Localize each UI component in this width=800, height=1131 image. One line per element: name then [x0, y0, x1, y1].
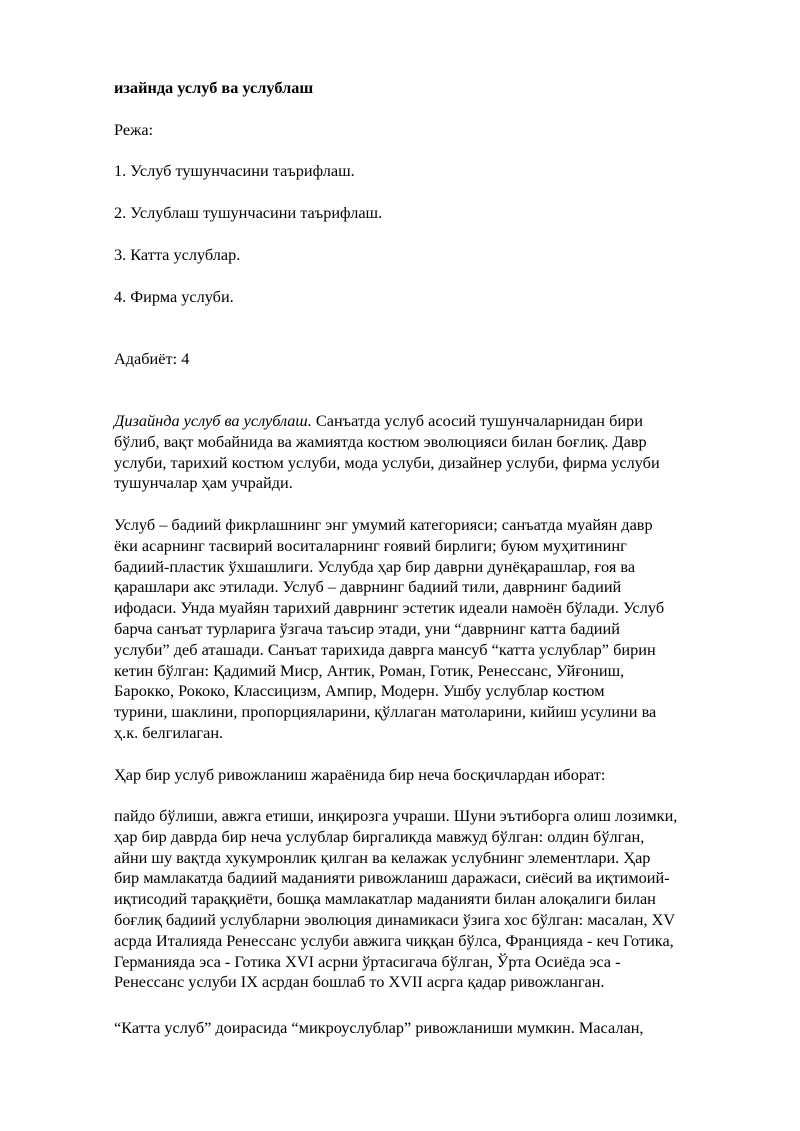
paragraph-line: ҳ.к. белгилаган. — [114, 722, 224, 742]
paragraph-line: услуби, тарихий костюм услуби, мода услуби, дизайнер услуби, фирма услуби — [114, 452, 660, 472]
paragraph-line: Ренессанс услуби IX асрдан бошлаб то XVII асрга қадар ривожланган. — [114, 972, 605, 992]
paragraph-line: ёки асарнинг тасвирий воситаларнинг ғоявий бирлиги; буюм муҳитининг — [114, 535, 627, 555]
paragraph-style-definition — [114, 515, 754, 744]
paragraph-line: асрда Италияда Ренессанс услуби авжига чиққан бўлса, Францияда - кеч Готика, — [114, 930, 674, 950]
paragraph-line: иқтисодий тараққиёти, бошқа мамлакатлар маданияти билан алоқалиги билан — [114, 889, 656, 909]
paragraph-line-text: Санъатда услуб асосий тушунчаларнидан бири — [311, 411, 643, 430]
references-count: Адабиёт: 4 — [114, 349, 190, 368]
plan-label: Режа: — [114, 120, 154, 139]
paragraph-stages — [114, 765, 754, 786]
paragraph-line: Ҳар бир услуб ривожланиш жараёнида бир неча босқичлардан иборат: — [114, 765, 606, 784]
document-title: изайнда услуб ва услублаш — [114, 78, 314, 97]
paragraph-line: Германияда эса - Готика XVI асрни ўртасигача бўлган, Ўрта Осиёда эса - — [114, 951, 621, 971]
paragraph-intro — [114, 411, 754, 494]
paragraph-lead: Дизайнда услуб ва услублаш. — [114, 411, 312, 430]
paragraph-line: ҳар бир даврда бир неча услублар биргаликда мавжуд бўлган: олдин бўлган, — [114, 826, 645, 846]
paragraph-line: бўлиб, вақт мобайнида ва жамиятда костюм эволюцияси билан боғлиқ. Давр — [114, 431, 647, 451]
paragraph-line: ифодаси. Унда муайян тарихий даврнинг эстетик идеали намоён бўлади. Услуб — [114, 598, 665, 618]
paragraph-line: бадиий-пластик ўхшашлиги. Услубда ҳар бир даврни дунёқарашлар, ғоя ва — [114, 556, 636, 576]
paragraph-line: пайдо бўлиши, авжга етиши, инқирозга учраши. Шуни эътиборга олиш лозимки, — [114, 806, 678, 825]
paragraph-line: услуби” деб аташади. Санъат тарихида даврга мансуб “катта услублар” бирин — [114, 639, 656, 659]
paragraph-line — [114, 411, 754, 432]
paragraph-microstyles — [114, 1018, 754, 1039]
plan-item-4: 4. Фирма услуби. — [114, 287, 234, 306]
paragraph-line: Барокко, Рококо, Классицизм, Ампир, Модерн. Ушбу услублар костюм — [114, 681, 605, 701]
plan-item-3: 3. Катта услублар. — [114, 245, 241, 264]
paragraph-line: қарашлари акс этилади. Услуб – даврнинг бадиий тили, даврнинг бадиий — [114, 577, 622, 597]
paragraph-evolution — [114, 806, 754, 993]
paragraph-line: бир мамлакатда бадиий маданияти ривожланиш даражаси, сиёсий ва иқтимоий- — [114, 868, 670, 888]
paragraph-line: айни шу вақтда хукумронлик қилган ва келажак услубнинг элементлари. Ҳар — [114, 847, 651, 867]
plan-item-2: 2. Услублаш тушунчасини таърифлаш. — [114, 203, 383, 222]
paragraph-line: барча санъат турларига ўзгача таъсир этади, уни “даврнинг катта бадиий — [114, 618, 620, 638]
paragraph-line: тушунчалар ҳам учрайди. — [114, 473, 293, 493]
paragraph-line: Услуб – бадиий фикрлашнинг энг умумий категорияси; санъатда муайян давр — [114, 515, 653, 534]
plan-item-1: 1. Услуб тушунчасини таърифлаш. — [114, 161, 355, 180]
paragraph-line: “Катта услуб” доирасида “микроуслублар” ривожланиши мумкин. Масалан, — [114, 1018, 644, 1037]
paragraph-line: боғлиқ бадиий услубларни эволюция динамикаси ўзига хос бўлган: масалан, XV — [114, 909, 676, 929]
paragraph-line: турини, шаклини, пропорцияларини, қўллаган матоларини, кийиш усулини ва — [114, 702, 657, 722]
paragraph-line: кетин бўлган: Қадимий Миср, Антик, Роман, Готик, Ренессанс, Уйғониш, — [114, 660, 625, 680]
